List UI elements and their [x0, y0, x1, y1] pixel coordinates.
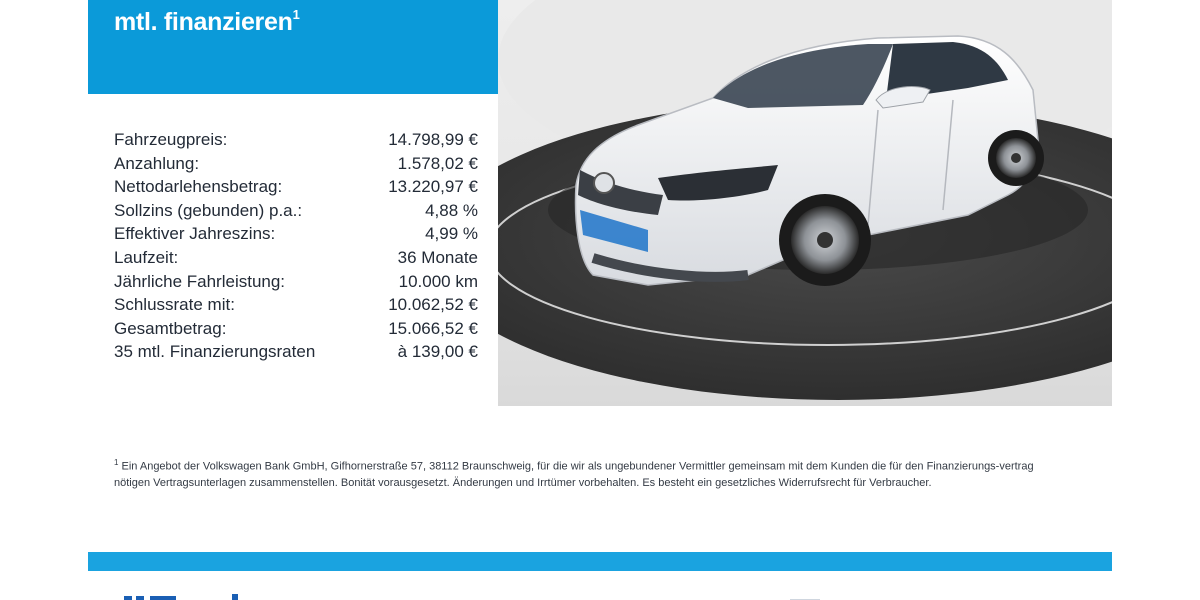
footer-bar [88, 552, 1112, 571]
spec-value: 4,99 % [425, 224, 478, 244]
spec-label: Nettodarlehensbetrag: [114, 177, 283, 197]
banner-title-text: mtl. finanzieren [114, 8, 293, 36]
spec-label: Schlussrate mit: [114, 295, 235, 315]
spec-label: Effektiver Jahreszins: [114, 224, 276, 244]
spec-row [114, 222, 478, 246]
spec-label: Gesamtbetrag: [114, 318, 227, 338]
financing-spec-table [114, 128, 478, 364]
spec-label: 35 mtl. Finanzierungsraten [114, 342, 316, 362]
spec-value: à 139,00 € [397, 342, 478, 362]
spec-value: 1.578,02 € [397, 153, 478, 173]
spec-label: Jährliche Fahrleistung: [114, 271, 286, 291]
car-illustration [498, 0, 1112, 406]
spec-row [114, 175, 478, 199]
dealer-logo [124, 590, 244, 600]
spec-value: 10.000 km [398, 271, 478, 291]
spec-label: Laufzeit: [114, 247, 179, 267]
footer-brand-mark [790, 594, 820, 600]
dealer-logo-graphic [124, 590, 244, 600]
spec-row [114, 317, 478, 341]
footnote-text: Ein Angebot der Volkswagen Bank GmbH, Gifhornerstraße 57, 38112 Braunschweig, für die wir als ungebundener Vermittler gemeinsam mit dem Kunden die für den Finanzierungs-vertrag nötigen Vertragsunterlagen zusammenstellen. Bonität vorausgesetzt. Änderungen und Irrtümer vorbehalten. Es besteht ein gesetzliches Widerrufsrecht für Verbraucher. [114, 460, 1034, 489]
spec-row [114, 246, 478, 270]
spec-row [114, 128, 478, 152]
spec-label: Sollzins (gebunden) p.a.: [114, 200, 303, 220]
spec-label: Anzahlung: [114, 153, 200, 173]
spec-value: 14.798,99 € [388, 130, 478, 149]
spec-value: 10.062,52 € [388, 295, 478, 315]
footnote-marker: 1 [114, 458, 119, 467]
spec-value: 4,88 % [425, 200, 478, 220]
front-wheel [779, 194, 871, 286]
header-banner [88, 0, 498, 94]
rear-wheel [988, 130, 1044, 186]
spec-row [114, 340, 478, 364]
spec-value: 13.220,97 € [388, 177, 478, 197]
legal-footnote [114, 455, 1034, 491]
spec-row [114, 270, 478, 294]
spec-row [114, 199, 478, 223]
footnote-marker: 1 [292, 6, 300, 22]
car-photo [498, 0, 1112, 406]
banner-title [114, 8, 300, 37]
spec-row [114, 293, 478, 317]
spec-row [114, 152, 478, 176]
spec-label: Fahrzeugpreis: [114, 130, 228, 149]
spec-value: 36 Monate [397, 247, 478, 267]
spec-value: 15.066,52 € [388, 318, 478, 338]
